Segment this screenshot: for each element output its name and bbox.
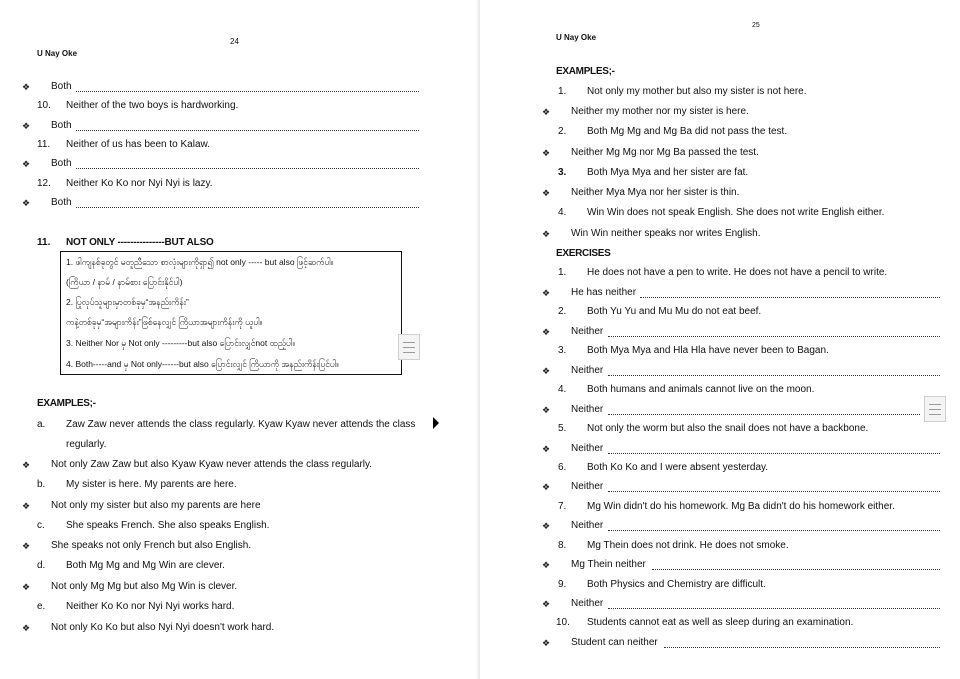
exercise-number: 10. <box>556 617 570 628</box>
example-label: b. <box>37 479 46 490</box>
example-sentence: She speaks French. She also speaks English. <box>66 520 270 531</box>
example-answer: She speaks not only French but also English. <box>51 540 252 551</box>
item-number: 12. <box>37 178 51 189</box>
item-number: 11. <box>37 139 51 150</box>
section-number: 11. <box>37 237 51 248</box>
example-answer: Neither Mya Mya nor her sister is thin. <box>571 187 740 198</box>
example-sentence: Both Mg Mg and Mg Ba did not pass the test. <box>587 126 788 137</box>
answer-line[interactable] <box>76 91 419 92</box>
example-answer: Neither my mother nor my sister is here. <box>571 106 749 117</box>
answer-prompt: Neither <box>571 404 604 415</box>
exercise-number: 1. <box>558 267 567 278</box>
example-sentence: Win Win does not speak English. She does not write English either. <box>587 207 885 218</box>
bullet-icon: ❖ <box>22 582 31 592</box>
page-number: 24 <box>230 37 239 46</box>
exercise-number: 3. <box>558 345 567 356</box>
example-label: 2. <box>558 126 567 137</box>
answer-prompt: Both <box>51 158 72 169</box>
answer-prompt: Neither <box>571 365 604 376</box>
answer-prompt: Neither <box>571 326 604 337</box>
bullet-icon: ❖ <box>542 405 551 415</box>
exercise-number: 7. <box>558 501 567 512</box>
right-page <box>480 0 960 679</box>
bullet-icon: ❖ <box>542 229 551 239</box>
example-sentence: Neither Ko Ko nor Nyi Nyi works hard. <box>66 601 235 612</box>
example-sentence: regularly. <box>66 439 107 450</box>
example-answer: Not only Mg Mg but also Mg Win is clever. <box>51 581 238 592</box>
exercise-sentence: Both Physics and Chemistry are difficult. <box>587 579 766 590</box>
example-sentence: My sister is here. My parents are here. <box>66 479 237 490</box>
bullet-icon: ❖ <box>542 188 551 198</box>
rule-text: 3. Neither Nor မှ Not only ---------but also ပြောင်းလျှင်not ထည့်ပါ။ <box>66 338 295 348</box>
exercise-sentence: Mg Thein does not drink. He does not smoke. <box>587 540 789 551</box>
answer-line[interactable] <box>664 647 940 648</box>
example-sentence: Not only my mother but also my sister is not here. <box>587 86 807 97</box>
bullet-icon: ❖ <box>22 623 31 633</box>
bullet-icon: ❖ <box>22 501 31 511</box>
answer-prompt: Neither <box>571 598 604 609</box>
example-label: e. <box>37 601 46 612</box>
answer-line[interactable] <box>76 168 419 169</box>
bullet-icon: ❖ <box>542 482 551 492</box>
example-answer: Win Win neither speaks nor writes English. <box>571 228 761 239</box>
rule-text: (ကြိယာ / နာမ် / နာမ်စား ပြောင်းနိုင်ပါ) <box>66 277 183 287</box>
bullet-icon: ❖ <box>542 560 551 570</box>
bullet-icon: ❖ <box>542 599 551 609</box>
answer-line[interactable] <box>608 336 940 337</box>
exercise-sentence: He does not have a pen to write. He does not have a pencil to write. <box>587 267 888 278</box>
exercise-sentence: Both Ko Ko and I were absent yesterday. <box>587 462 769 473</box>
exercise-sentence: Both Mya Mya and Hla Hla have never been to Bagan. <box>587 345 829 356</box>
bullet-icon: ❖ <box>22 82 31 92</box>
exercise-number: 8. <box>558 540 567 551</box>
bullet-icon: ❖ <box>542 521 551 531</box>
answer-line[interactable] <box>640 297 940 298</box>
grammar-rules-box <box>60 251 402 375</box>
example-label: 1. <box>558 86 567 97</box>
exercise-sentence: Neither of us has been to Kalaw. <box>66 139 210 150</box>
example-answer: Not only my sister but also my parents are here <box>51 500 261 511</box>
exercise-sentence: Both humans and animals cannot live on the moon. <box>587 384 815 395</box>
exercise-sentence: Both Yu Yu and Mu Mu do not eat beef. <box>587 306 762 317</box>
exercise-number: 6. <box>558 462 567 473</box>
bullet-icon: ❖ <box>542 148 551 158</box>
example-answer: Not only Ko Ko but also Nyi Nyi doesn't work hard. <box>51 622 275 633</box>
exercise-number: 9. <box>558 579 567 590</box>
exercise-sentence: Not only the worm but also the snail does not have a backbone. <box>587 423 869 434</box>
answer-line[interactable] <box>608 491 940 492</box>
example-sentence: Both Mg Mg and Mg Win are clever. <box>66 560 225 571</box>
bullet-icon: ❖ <box>22 121 31 131</box>
answer-prompt: Mg Thein neither <box>571 559 646 570</box>
answer-line[interactable] <box>76 207 419 208</box>
mouse-cursor-icon <box>433 417 439 429</box>
example-label: c. <box>37 520 45 531</box>
exercise-sentence: Students cannot eat as well as sleep during an examination. <box>587 617 854 628</box>
exercise-number: 4. <box>558 384 567 395</box>
example-sentence: Both Mya Mya and her sister are fat. <box>587 167 749 178</box>
example-sentence: Zaw Zaw never attends the class regularly. Kyaw Kyaw never attends the class <box>66 419 416 430</box>
exercise-number: 2. <box>558 306 567 317</box>
example-label: 4. <box>558 207 567 218</box>
item-number: 10. <box>37 100 51 111</box>
exercise-sentence: Mg Win didn't do his homework. Mg Ba didn't do his homework either. <box>587 501 895 512</box>
answer-prompt: He has neither <box>571 287 637 298</box>
answer-line[interactable] <box>608 414 920 415</box>
bullet-icon: ❖ <box>542 366 551 376</box>
bullet-icon: ❖ <box>22 159 31 169</box>
examples-heading: EXAMPLES;- <box>37 398 96 409</box>
rule-text: 4. Both-----and မှ Not only------but also ပြောင်းလျှင် ကြိယာကို အနည်းကိန်းပြင်ပါ။ <box>66 359 339 369</box>
answer-line[interactable] <box>608 375 940 376</box>
menu-handle-icon[interactable] <box>398 334 420 360</box>
answer-line[interactable] <box>608 453 940 454</box>
answer-prompt: Both <box>51 120 72 131</box>
bullet-icon: ❖ <box>542 444 551 454</box>
rule-text: 2. ပြုလုပ်သူများမှာတစ်ခုမှ“အနည်းကိန်း” <box>66 297 189 307</box>
rule-text: ကနဲ့တစ်ခုမှ“အများကိန်း”ဖြစ်နေလျှင် ကြိယာအများကိန်းကို ယူပါ။ <box>66 317 263 327</box>
page-number: 25 <box>752 22 760 29</box>
example-label: d. <box>37 560 46 571</box>
answer-line[interactable] <box>76 130 419 131</box>
example-answer: Not only Zaw Zaw but also Kyaw Kyaw never attends the class regularly. <box>51 459 373 470</box>
answer-prompt: Both <box>51 197 72 208</box>
bullet-icon: ❖ <box>542 638 551 648</box>
bullet-icon: ❖ <box>542 107 551 117</box>
exercise-number: 5. <box>558 423 567 434</box>
bullet-icon: ❖ <box>22 460 31 470</box>
bullet-icon: ❖ <box>22 198 31 208</box>
rule-text: 1. ဖါကျနစ်ခုတွင် မတူညီသော စာလုံးများကိုရှာ၍ not only ----- but also ဖြင့်ဆက်ပါ။ <box>66 257 334 267</box>
author-name: U Nay Oke <box>556 33 597 42</box>
answer-line[interactable] <box>652 569 940 570</box>
answer-prompt: Neither <box>571 520 604 531</box>
bullet-icon: ❖ <box>22 541 31 551</box>
example-label: 3. <box>558 167 567 178</box>
author-name: U Nay Oke <box>37 49 78 58</box>
exercise-sentence: Neither Ko Ko nor Nyi Nyi is lazy. <box>66 178 213 189</box>
examples-heading: EXAMPLES;- <box>556 66 615 77</box>
answer-line[interactable] <box>608 608 940 609</box>
answer-prompt: Neither <box>571 481 604 492</box>
bullet-icon: ❖ <box>542 288 551 298</box>
answer-line[interactable] <box>608 530 940 531</box>
example-label: a. <box>37 419 46 430</box>
menu-handle-icon[interactable] <box>924 396 946 422</box>
section-title: NOT ONLY ---------------BUT ALSO <box>66 237 214 248</box>
example-answer: Neither Mg Mg nor Mg Ba passed the test. <box>571 147 759 158</box>
answer-prompt: Student can neither <box>571 637 658 648</box>
exercises-heading: EXERCISES <box>556 248 611 259</box>
exercise-sentence: Neither of the two boys is hardworking. <box>66 100 239 111</box>
bullet-icon: ❖ <box>542 327 551 337</box>
answer-prompt: Both <box>51 81 72 92</box>
answer-prompt: Neither <box>571 443 604 454</box>
